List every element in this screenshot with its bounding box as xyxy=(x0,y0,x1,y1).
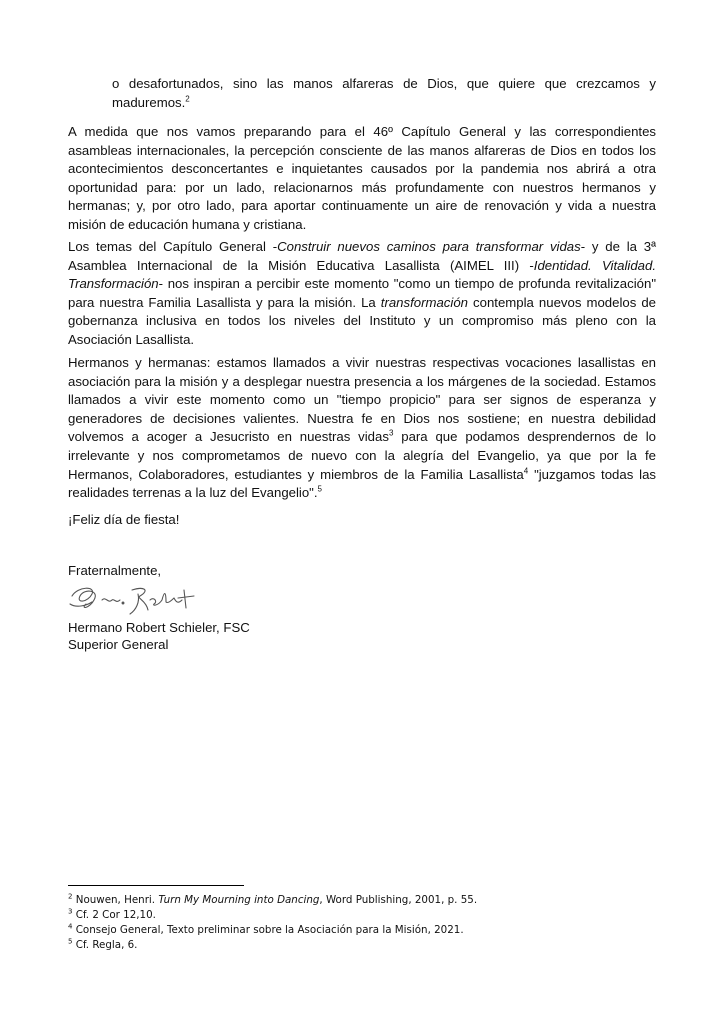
greeting: ¡Feliz día de fiesta! xyxy=(68,512,180,527)
footnote xyxy=(68,923,464,938)
paragraph-text: - y de la 3ª Asamblea Internacional de la Misión Educativa Lasallista (AIMEL III) - xyxy=(68,239,657,273)
signature-image xyxy=(66,582,206,618)
closing: Fraternalmente, xyxy=(68,563,162,578)
footnote-text: Cf. 2 Cor 12,10. xyxy=(72,909,156,921)
footnote-number: 3 xyxy=(68,907,73,916)
body-paragraph xyxy=(68,123,656,235)
footnote-ref[interactable]: 4 xyxy=(523,466,529,476)
chapter-theme: Construir nuevos caminos para transformar vidas xyxy=(277,239,581,254)
footnote-ref[interactable]: 3 xyxy=(388,428,394,438)
paragraph-text: o desafortunados, sino las manos alfareras de Dios, que quiere que crezcamos y maduremos. xyxy=(112,76,656,110)
footnote-number: 5 xyxy=(68,937,73,946)
paragraph-text: contempla nuevos modelos de gobernanza inclusiva en todos los niveles del Instituto y un compromiso más pleno con la Asociación Lasallista. xyxy=(68,294,656,347)
paragraph-text: "juzgamos todas las realidades terrenas a la luz del Evangelio". xyxy=(68,466,656,501)
footnote-text: , Word Publishing, 2001, p. 55. xyxy=(319,894,478,906)
footnote xyxy=(68,908,156,923)
footnote-number: 4 xyxy=(68,922,73,931)
paragraph-text: - nos inspiran a percibir este momento "como un tiempo de profunda revitalización" para nuestra Familia Lasallista y para la misión. La xyxy=(68,276,656,310)
footnote-number: 2 xyxy=(68,892,73,901)
signer-title: Superior General xyxy=(68,637,169,652)
body-paragraph xyxy=(68,238,656,350)
footnote-text: Nouwen, Henri. xyxy=(72,894,159,906)
paragraph-text: Los temas del Capítulo General - xyxy=(68,239,278,254)
paragraph-text: para que podamos desprendernos de lo irrelevante y nos comprometamos de nuevo con la alegría del Evangelio, ya que por la fe Hermanos, Colaboradores, estudiantes y miembros de la Familia Lasallista xyxy=(68,429,656,482)
assembly-theme: Identidad. Vitalidad. Transformación xyxy=(68,257,656,292)
paragraph-text: A medida que nos vamos preparando para el 46º Capítulo General y las correspondientes asambleas internacionales, la percepción consciente de las manos alfareras de Dios en todos los acontecimientos desconcertantes e inquietantes causados por la pandemia nos abrirá a otra oportunidad para: por un lado, relacionarnos más profundamente con nuestros hermanos y hermanas; y, por otro lado, para aportar continuamente un aire de renovación y vida a nuestra misión de educación humana y cristiana. xyxy=(68,124,656,232)
emphasis-word: transformación xyxy=(380,294,469,310)
footnote xyxy=(68,938,137,953)
footnote-divider xyxy=(68,885,244,886)
paragraph-text: Hermanos y hermanas: estamos llamados a vivir nuestras respectivas vocaciones lasallistas en asociación para la misión y a desplegar nuestra presencia a los márgenes de la sociedad. Estamos llamados a vivir este momento como un "tiempo propicio" para ser signos de esperanza y generadores de decisiones valientes. Nuestra fe en Dios nos sostiene; en nuestra debilidad volvemos a acoger a Jesucristo en nuestras vidas xyxy=(68,355,656,445)
footnote-text: Cf. Regla, 6. xyxy=(72,939,138,951)
footnote-text: Consejo General, Texto preliminar sobre la Asociación para la Misión, 2021. xyxy=(72,924,464,936)
footnote-ref[interactable]: 5 xyxy=(317,484,322,494)
footnote xyxy=(68,893,477,908)
body-paragraph xyxy=(112,75,656,112)
footnote-ref[interactable]: 2 xyxy=(185,94,190,104)
body-paragraph xyxy=(68,354,656,503)
signer-name: Hermano Robert Schieler, FSC xyxy=(68,620,250,635)
footnote-book-title: Turn My Mourning into Dancing xyxy=(158,894,320,906)
